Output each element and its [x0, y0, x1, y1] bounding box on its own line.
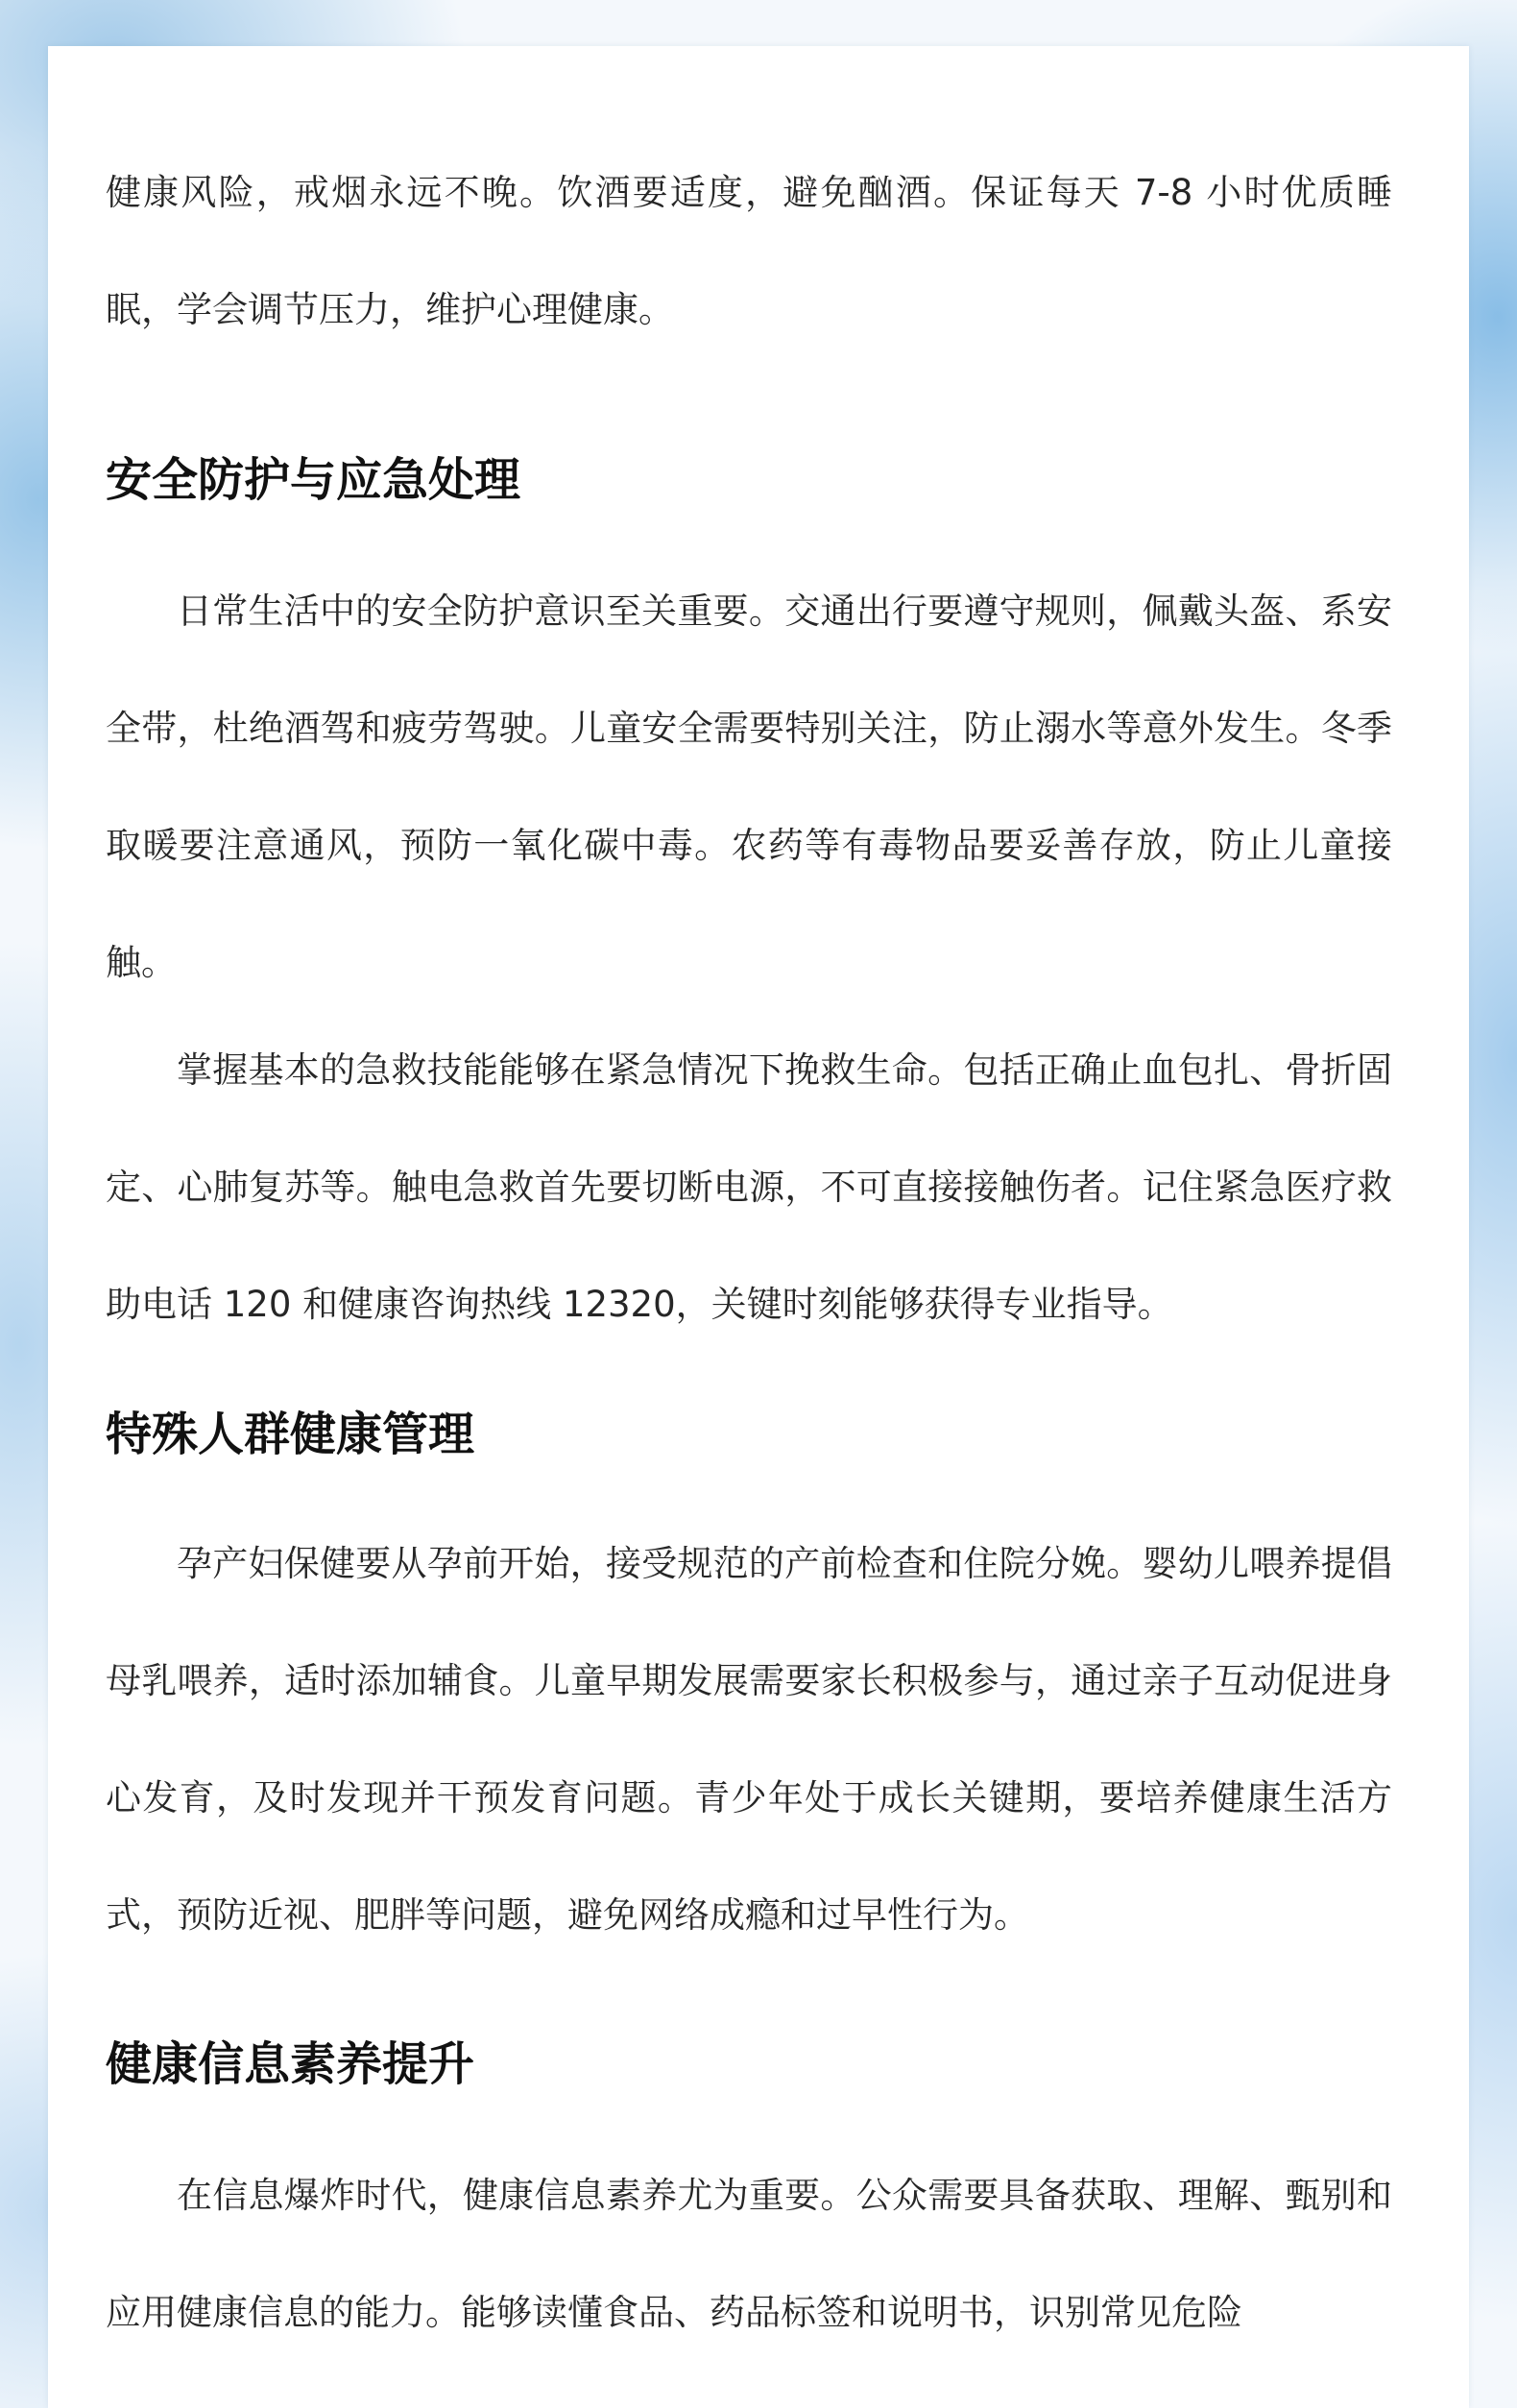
paragraph-first-aid: 掌握基本的急救技能能够在紧急情况下挽救生命。包括正确止血包扎、骨折固定、心肺复苏等。触电急救首先要切断电源，不可直接接触伤者。记住紧急医疗救助电话 120 和健康咨询热线 12320，关键时刻能够获得专业指导。 [106, 1049, 1392, 1325]
paragraph-safety-protection: 日常生活中的安全防护意识至关重要。交通出行要遵守规则，佩戴头盔、系安全带，杜绝酒驾和疲劳驾驶。儿童安全需要特别关注，防止溺水等意外发生。冬季取暖要注意通风，预防一氧化碳中毒。农药等有毒物品要妥善存放，防止儿童接触。 [106, 590, 1392, 983]
heading-health-info-literacy: 健康信息素养提升 [106, 2037, 475, 2091]
heading-safety: 安全防护与应急处理 [106, 453, 521, 507]
paragraph-health-info-literacy: 在信息爆炸时代，健康信息素养尤为重要。公众需要具备获取、理解、甄别和应用健康信息的能力。能够读懂食品、药品标签和说明书，识别常见危险 [106, 2175, 1392, 2333]
paragraph-special-groups: 孕产妇保健要从孕前开始，接受规范的产前检查和住院分娩。婴幼儿喂养提倡母乳喂养，适时添加辅食。儿童早期发展需要家长积极参与，通过亲子互动促进身心发育，及时发现并干预发育问题。青少年处于成长关键期，要培养健康生活方式，预防近视、肥胖等问题，避免网络成瘾和过早性行为。 [106, 1543, 1392, 1936]
heading-special-groups: 特殊人群健康管理 [106, 1408, 475, 1461]
document-content [106, 134, 1392, 2372]
paragraph-lifestyle-tail: 健康风险，戒烟永远不晚。饮酒要适度，避免酗酒。保证每天 7-8 小时优质睡眠，学会调节压力，维护心理健康。 [106, 172, 1392, 330]
